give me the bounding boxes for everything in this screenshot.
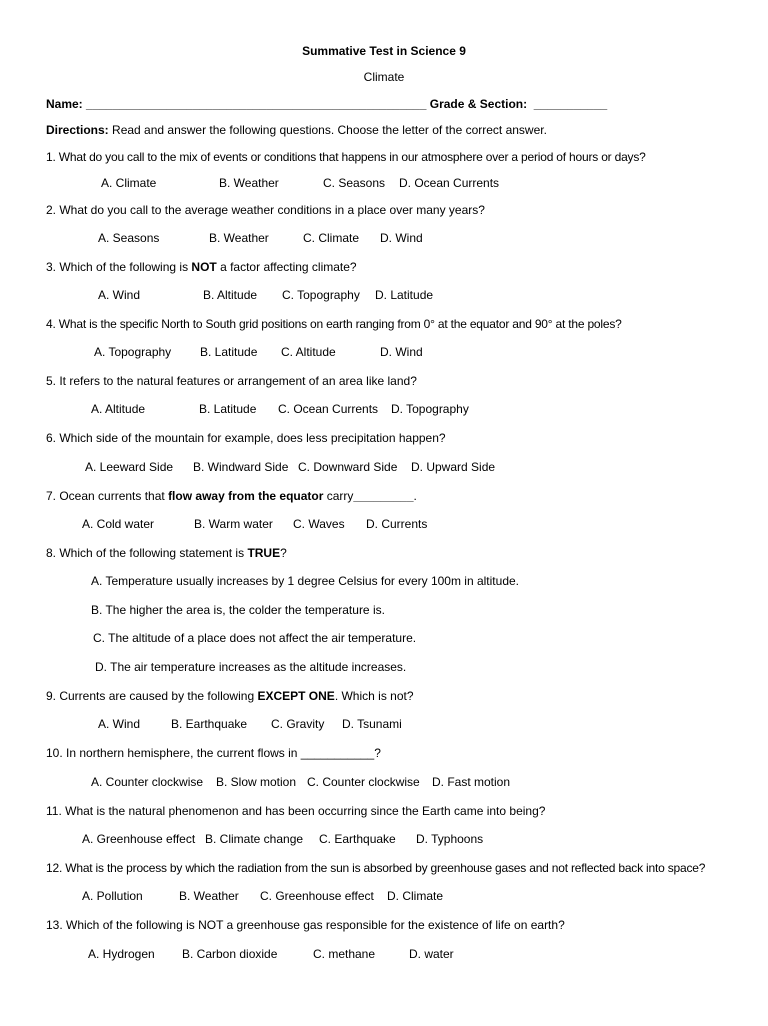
q8-option-b: B. The higher the area is, the colder the temperature is. [91, 603, 385, 617]
directions-text: Read and answer the following questions. Choose the letter of the correct answer. [108, 123, 547, 137]
q7-option-c: C. Waves [293, 517, 345, 531]
q13-option-d: D. water [409, 947, 454, 961]
q2-option-a: A. Seasons [98, 231, 160, 245]
question-10: 10. In northern hemisphere, the current flows in ___________? [46, 746, 381, 760]
q12-option-c: C. Greenhouse effect [260, 889, 374, 903]
q3-option-b: B. Altitude [203, 288, 258, 302]
q12-option-a: A. Pollution [82, 889, 143, 903]
grade-section-blank: ___________ [533, 97, 608, 111]
question-13-options [0, 946, 454, 1026]
q6-option-c: C. Downward Side [298, 460, 398, 474]
question-4: 4. What is the specific North to South grid positions on earth ranging from 0° at the equator and 90° at the poles? [46, 317, 622, 331]
q3-option-c: C. Topography [282, 288, 360, 302]
q11-option-c: C. Earthquake [319, 832, 396, 846]
q6-option-d: D. Upward Side [411, 460, 496, 474]
q7-option-b: B. Warm water [194, 517, 273, 531]
q11-option-a: A. Greenhouse effect [82, 832, 196, 846]
q8-option-d: D. The air temperature increases as the altitude increases. [95, 660, 407, 674]
question-2: 2. What do you call to the average weather conditions in a place over many years? [46, 203, 485, 217]
q13-option-c: C. methane [313, 947, 376, 961]
q5-option-b: B. Latitude [199, 402, 257, 416]
name-label: Name: [46, 97, 83, 111]
q8-option-c: C. The altitude of a place does not affect the air temperature. [93, 631, 417, 645]
q10-option-c: C. Counter clockwise [307, 775, 420, 789]
page-title: Summative Test in Science 9 [302, 44, 466, 58]
q5-option-a: A. Altitude [91, 402, 146, 416]
question-3: 3. Which of the following is NOT a factor affecting climate? [46, 260, 357, 274]
question-11: 11. What is the natural phenomenon and has been occurring since the Earth came into being? [46, 804, 546, 818]
q12-option-b: B. Weather [179, 889, 239, 903]
q3-option-a: A. Wind [98, 288, 141, 302]
question-1: 1. What do you call to the mix of events or conditions that happens in our atmosphere over a period of hours or days? [46, 150, 646, 164]
grade-section-label: Grade & Section: [429, 97, 528, 111]
q2-option-b: B. Weather [209, 231, 269, 245]
question-7: 7. Ocean currents that flow away from the equator carry_________. [46, 489, 417, 503]
q7-option-a: A. Cold water [82, 517, 155, 531]
q4-option-b: B. Latitude [200, 345, 258, 359]
q1-option-b: B. Weather [219, 176, 279, 190]
directions [46, 122, 547, 138]
question-9: 9. Currents are caused by the following EXCEPT ONE. Which is not? [46, 689, 414, 703]
page-subtitle: Climate [363, 70, 405, 84]
question-5: 5. It refers to the natural features or arrangement of an area like land? [46, 374, 417, 388]
question-6: 6. Which side of the mountain for example, does less precipitation happen? [46, 431, 446, 445]
q5-option-c: C. Ocean Currents [278, 402, 379, 416]
question-8: 8. Which of the following statement is TRUE? [46, 546, 287, 560]
q10-option-a: A. Counter clockwise [91, 775, 204, 789]
q10-option-b: B. Slow motion [216, 775, 297, 789]
question-13: 13. Which of the following is NOT a greenhouse gas responsible for the existence of life on earth? [46, 918, 565, 932]
q9-option-d: D. Tsunami [342, 717, 402, 731]
q1-option-c: C. Seasons [323, 176, 386, 190]
q2-option-c: C. Climate [303, 231, 360, 245]
name-blank: ___________________________________________________ [86, 97, 427, 111]
q9-option-c: C. Gravity [271, 717, 325, 731]
q11-option-d: D. Typhoons [416, 832, 484, 846]
q9-option-b: B. Earthquake [171, 717, 248, 731]
q7-option-d: D. Currents [366, 517, 428, 531]
q4-option-d: D. Wind [380, 345, 423, 359]
q13-option-b: B. Carbon dioxide [182, 947, 278, 961]
q4-option-a: A. Topography [94, 345, 172, 359]
question-12: 12. What is the process by which the radiation from the sun is absorbed by greenhouse gases and not reflected back into space? [46, 861, 706, 875]
q1-option-a: A. Climate [101, 176, 157, 190]
q6-option-a: A. Leeward Side [85, 460, 174, 474]
q5-option-d: D. Topography [391, 402, 469, 416]
q8-option-a: A. Temperature usually increases by 1 degree Celsius for every 100m in altitude. [91, 574, 519, 588]
q1-option-d: D. Ocean Currents [399, 176, 500, 190]
directions-label: Directions: [46, 123, 109, 137]
q3-option-d: D. Latitude [375, 288, 434, 302]
q4-option-c: C. Altitude [281, 345, 336, 359]
q2-option-d: D. Wind [380, 231, 423, 245]
q10-option-d: D. Fast motion [432, 775, 511, 789]
q12-option-d: D. Climate [387, 889, 444, 903]
q13-option-a: A. Hydrogen [88, 947, 155, 961]
q6-option-b: B. Windward Side [193, 460, 289, 474]
q7-answer-blank: _________ [353, 489, 414, 503]
q11-option-b: B. Climate change [205, 832, 304, 846]
q9-option-a: A. Wind [98, 717, 141, 731]
name-grade-line [46, 96, 607, 112]
